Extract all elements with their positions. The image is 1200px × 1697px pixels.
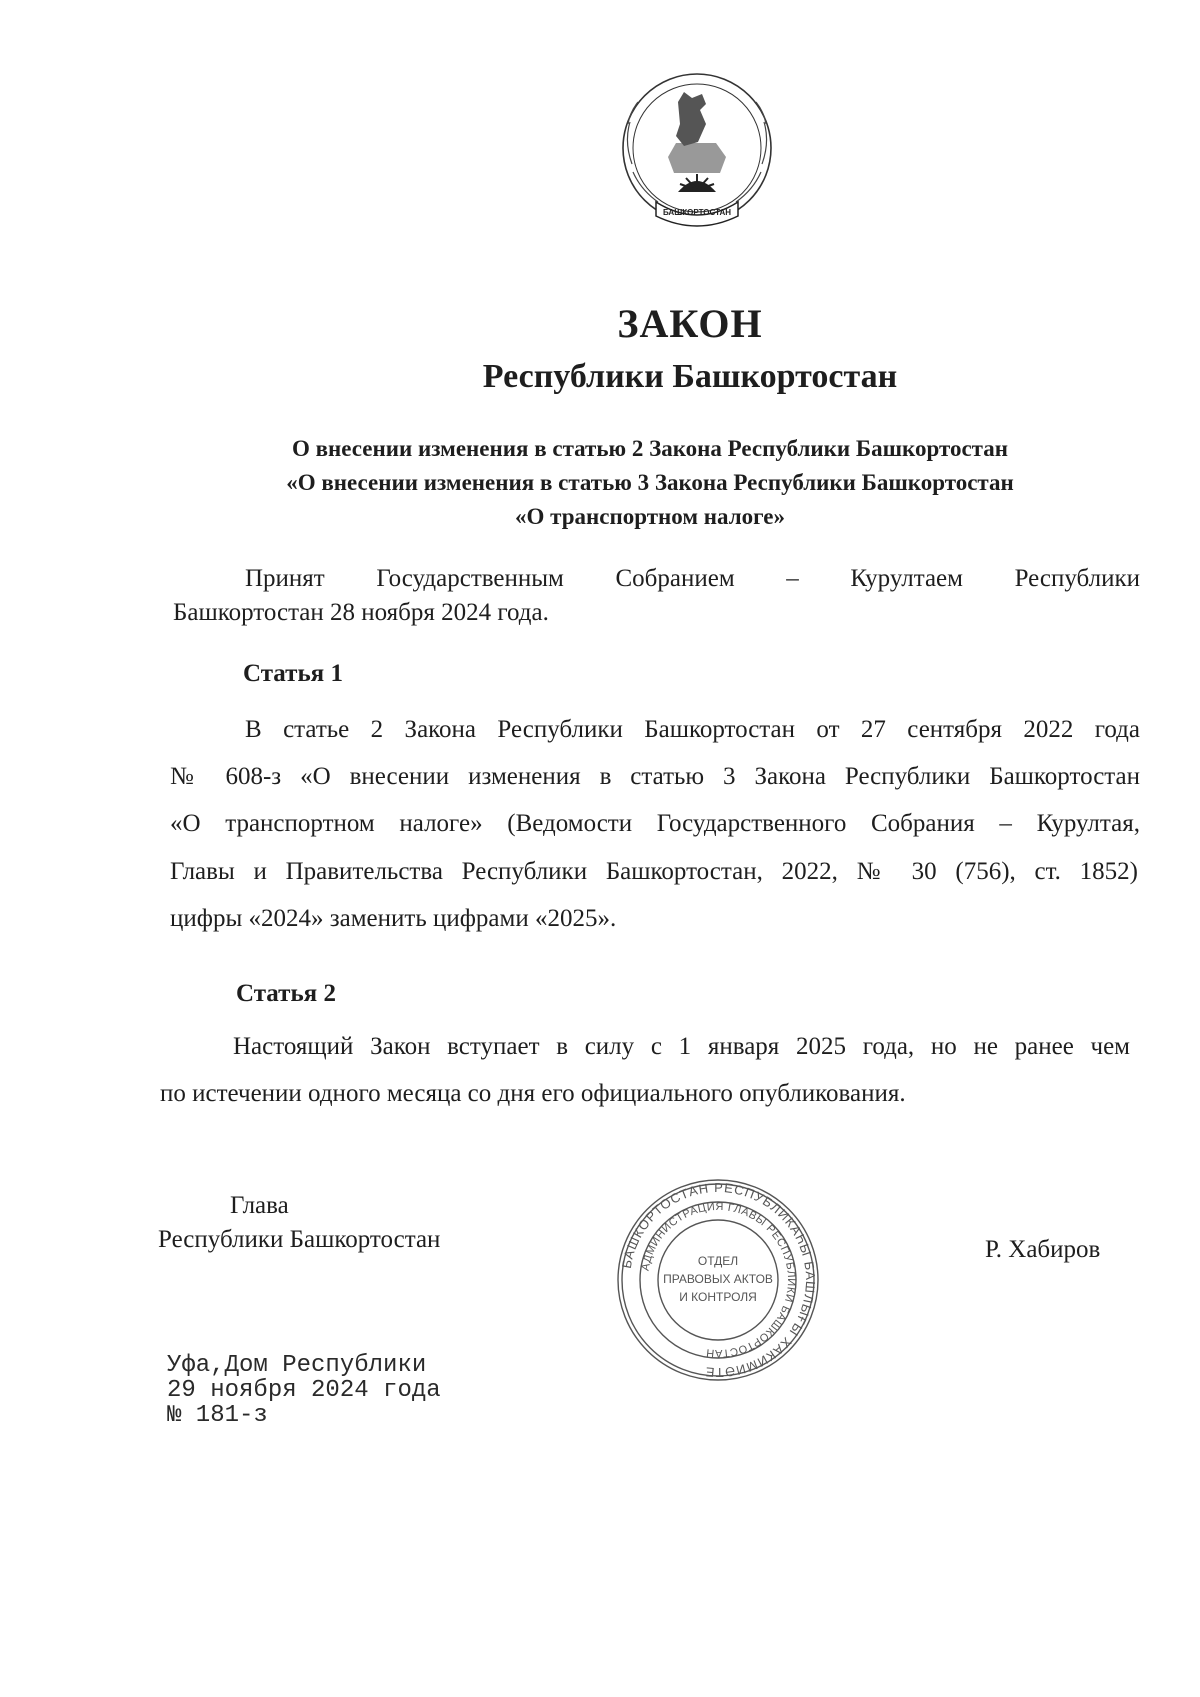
article-1-line: В статье 2 Закона Республики Башкортостан от 27 сентября 2022 года (245, 716, 1140, 743)
law-title-line-3: «О транспортном налоге» (515, 504, 785, 529)
round-seal-stamp (613, 1175, 823, 1385)
document-subtitle: Республики Башкортостан (482, 358, 898, 395)
article-1-line: «О транспортном налоге» (Ведомости Государственного Собрания – Курултая, (170, 810, 1140, 837)
emblem-ribbon-text: БАШКОРТОСТАН (662, 208, 732, 217)
adoption-text-line-1: Принят Государственным Собранием – Курултаем Республики (245, 565, 1140, 592)
stamp-inner-text: АДМИНИСТРАЦИЯ ГЛАВЫ РЕСПУБЛИКИ БАШКОРТОСТАН (639, 1200, 798, 1360)
signer-name: Р. Хабиров (985, 1236, 1101, 1263)
stamp-outer-text: БАШКОРТОСТАН РЕСПУБЛИКАҺЫ БАШЛЫҒЫ ХАКИМИӘТЕ (618, 1179, 819, 1381)
article-1-line: цифры «2024» заменить цифрами «2025». (170, 905, 617, 932)
document-title: ЗАКОН (617, 301, 763, 346)
article-2-line: по истечении одного месяца со дня его официального опубликования. (160, 1080, 906, 1107)
signer-position-line-2: Республики Башкортостан (158, 1226, 441, 1253)
stamp-center-line-3: И КОНТРОЛЯ (679, 1290, 757, 1304)
article-1-line: № 608-з «О внесении изменения в статью 3 Закона Республики Башкортостан (170, 763, 1140, 790)
adoption-text-line-2: Башкортостан 28 ноября 2024 года. (173, 599, 549, 626)
stamp-center-line-1: ОТДЕЛ (697, 1254, 739, 1268)
coat-of-arms-emblem (608, 62, 786, 240)
article-1-heading: Статья 1 (243, 660, 343, 687)
signing-date: 29 ноября 2024 года (167, 1377, 441, 1404)
law-title-line-1: О внесении изменения в статью 2 Закона Республики Башкортостан (291, 436, 1009, 461)
law-title-line-2: «О внесении изменения в статью 3 Закона Республики Башкортостан (286, 470, 1014, 495)
article-2-heading: Статья 2 (236, 980, 336, 1007)
stamp-center-line-2: ПРАВОВЫХ АКТОВ (663, 1272, 773, 1286)
law-number: № 181-з (167, 1402, 268, 1429)
article-1-line: Главы и Правительства Республики Башкортостан, 2022, № 30 (756), ст. 1852) (170, 858, 1138, 885)
signer-position-line-1: Глава (230, 1192, 289, 1219)
article-2-line: Настоящий Закон вступает в силу с 1 января 2025 года, но не ранее чем (233, 1033, 1130, 1060)
signing-place: Уфа,Дом Республики (167, 1352, 427, 1379)
